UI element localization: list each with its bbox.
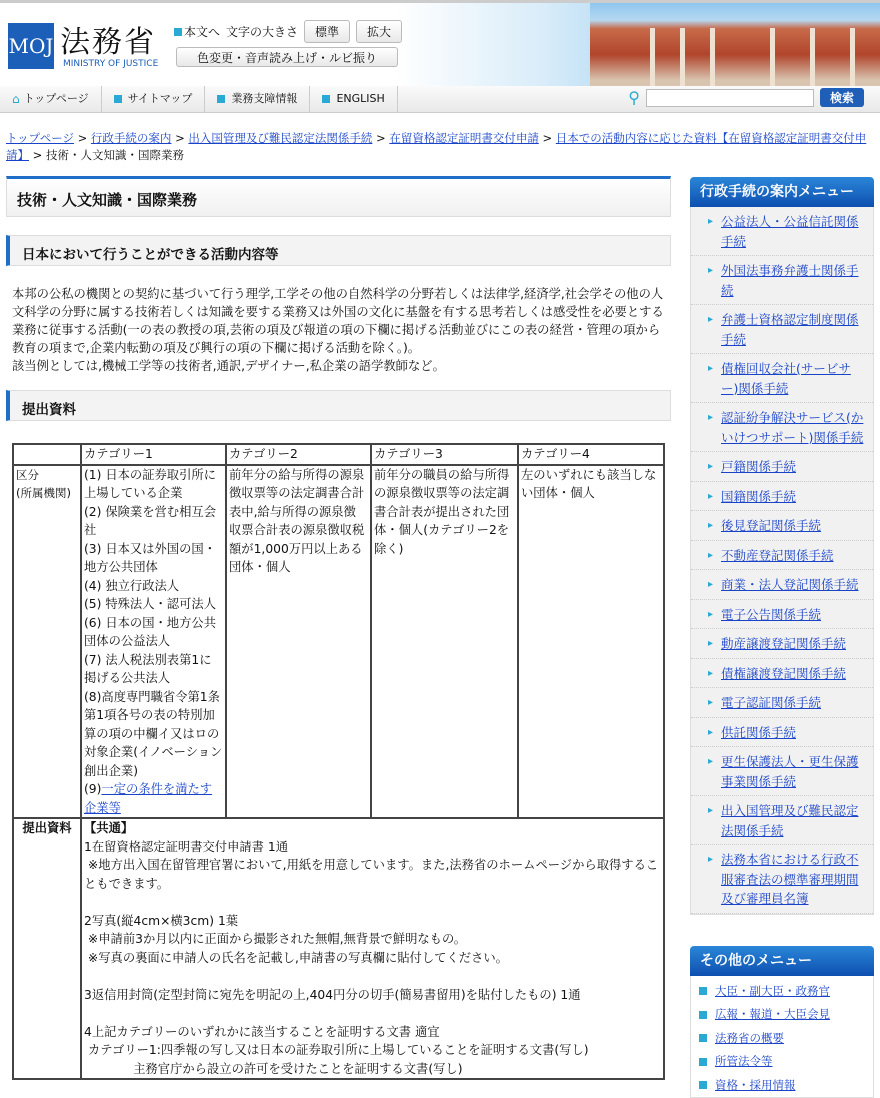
other-menu-item[interactable] [691,1050,873,1074]
category2-cell: 前年分の給与所得の源泉徴収票等の法定調書合計表中,給与所得の源泉徴収票合計表の源泉徴収税額が1,000万円以上ある団体・個人 [226,465,371,819]
search-input[interactable] [646,89,814,107]
breadcrumb-sep: > [78,131,88,145]
row-label: 区分 (所属機関) [13,465,81,819]
cat1-item: (1) 日本の証券取引所に上場している企業 [84,466,223,503]
accessibility-button[interactable]: 色変更・音声読み上げ・ルビ振り [176,47,398,67]
font-standard-button[interactable]: 標準 [304,20,350,43]
cat1-item: (7) 法人税法別表第1に掲げる公共法人 [84,651,223,688]
table-row [13,465,664,819]
header-cell: カテゴリー3 [371,444,518,465]
square-icon [114,95,122,103]
sidebar-link[interactable]: 弁護士資格認定制度関係手続 [721,312,859,347]
category3-cell: 前年分の職員の給与所得の源泉徴収票等の法定調書合計表が提出された団体・個人(カテゴリー2を除く) [371,465,518,819]
cat1-item [84,780,223,817]
breadcrumb [6,130,874,164]
document-line [84,893,661,912]
sidebar-item[interactable] [691,354,873,403]
square-icon [217,95,225,103]
square-icon [699,1058,707,1066]
other-menu-link[interactable]: 資格・採用情報 [715,1076,796,1096]
other-menu-item[interactable] [691,1003,873,1027]
document-line: 4上記カテゴリーのいずれかに該当することを証明する文書 適宜 [84,1023,661,1042]
header-cell: カテゴリー4 [518,444,664,465]
other-menu-item[interactable] [691,1074,873,1098]
sidebar-link[interactable]: 債権譲渡登記関係手続 [721,666,846,681]
other-menu-item[interactable] [691,1027,873,1051]
sidebar-item[interactable] [691,256,873,305]
nav-label: トップページ [24,86,89,112]
sidebar-item[interactable] [691,403,873,452]
sidebar-link[interactable]: 供託関係手続 [721,725,796,740]
breadcrumb-sep: > [175,131,185,145]
sidebar-link[interactable]: 公益法人・公益信託関係手続 [721,214,859,249]
search-area [628,88,864,107]
row-label: 提出資料 [13,818,81,1079]
sidebar-link[interactable]: 電子認証関係手続 [721,695,821,710]
square-icon [699,1081,707,1089]
square-icon [174,28,182,36]
sidebar-item[interactable] [691,600,873,630]
sidebar-link[interactable]: 電子公告関係手続 [721,607,821,622]
sidebar-item[interactable] [691,482,873,512]
nav-sitemap[interactable] [102,86,206,112]
breadcrumb-sep: > [33,148,43,162]
documents-table [12,443,665,1080]
sidebar-link[interactable]: 更生保護法人・更生保護事業関係手続 [721,754,859,789]
other-menu-link[interactable]: 法務省の概要 [715,1029,784,1049]
cat1-item: (2) 保険業を営む相互会社 [84,503,223,540]
sidebar-link[interactable]: 商業・法人登記関係手続 [721,577,859,592]
sidebar-link[interactable]: 国籍関係手続 [721,489,796,504]
document-line: 1在留資格認定証明書交付申請書 1通 [84,838,661,857]
site-header [0,0,880,86]
document-line: 3返信用封筒(定型封筒に宛先を明記の上,404円分の切手(簡易書留用)を貼付したもの) 1通 [84,986,661,1005]
document-line: ※地方出入国在留管理官署において,用紙を用意しています。また,法務省のホームページから取得することもできます。 [84,856,661,893]
sidebar-item[interactable] [691,305,873,354]
examples-text: 該当例としては,機械工学等の技術者,通訳,デザイナー,私企業の語学教師など。 [12,359,445,373]
site-title[interactable]: 法務省 [60,17,156,61]
breadcrumb-link[interactable]: トップページ [6,131,74,145]
cat1-item: (5) 特殊法人・認可法人 [84,595,223,614]
breadcrumb-current: 技術・人文知識・国際業務 [46,148,184,162]
table-header-row [13,444,664,465]
section-heading-activities: 日本において行うことができる活動内容等 [6,235,671,266]
sidebar-item[interactable] [691,845,873,914]
sidebar-menu-title: 行政手続の案内メニュー [690,177,874,207]
square-icon [322,95,330,103]
document-line: カテゴリー1:四季報の写し又は日本の証券取引所に上場していることを証明する文書(写し) [84,1041,661,1060]
breadcrumb-link[interactable]: 行政手続の案内 [91,131,172,145]
sidebar-item[interactable] [691,796,873,845]
sidebar-link[interactable]: 外国法事務弁護士関係手続 [721,263,859,298]
other-menu-item[interactable] [691,980,873,1004]
search-button[interactable]: 検索 [820,88,864,107]
nav-outage[interactable] [205,86,310,112]
nav-english[interactable] [310,86,397,112]
home-icon: ⌂ [12,86,20,112]
square-icon [699,987,707,995]
cat1-item: (4) 独立行政法人 [84,577,223,596]
square-icon [699,1011,707,1019]
sidebar-link[interactable]: 戸籍関係手続 [721,459,796,474]
sidebar-item[interactable] [691,747,873,796]
other-menu-title: その他のメニュー [690,946,874,976]
breadcrumb-sep: > [542,131,552,145]
nav-label: 業務支障情報 [231,86,297,112]
cat1-item: (3) 日本又は外国の国・地方公共団体 [84,540,223,577]
other-menu-link[interactable]: 広報・報道・大臣会見 [715,1005,830,1025]
sidebar-item[interactable] [691,629,873,659]
document-line [84,967,661,986]
site-title-en: MINISTRY OF JUSTICE [63,59,158,69]
square-icon [699,1034,707,1042]
nav-label: ENGLISH [336,86,384,112]
nav-label: サイトマップ [128,86,193,112]
document-line [84,1004,661,1023]
category4-cell: 左のいずれにも該当しない団体・個人 [518,465,664,819]
sidebar-item[interactable] [691,207,873,256]
font-size-label: 文字の大きさ [226,23,298,40]
nav-top[interactable] [0,86,102,112]
header-cell: カテゴリー1 [81,444,226,465]
building-image [590,3,880,89]
document-line: 主務官庁から設立の許可を受けたことを証明する文書(写し) [84,1060,661,1079]
cat1-item: (8)高度専門職省令第1条第1項各号の表の特別加算の項の中欄イ又はロの対象企業(イノベーション創出企業) [84,688,223,781]
moj-logo[interactable]: MOJ [8,23,54,69]
header-cell [13,444,81,465]
font-large-button[interactable]: 拡大 [356,20,402,43]
document-line: ※申請前3か月以内に正面から撮影された無帽,無背景で鮮明なもの。 [84,930,661,949]
other-menu-link[interactable]: 所管法令等 [715,1052,773,1072]
breadcrumb-link[interactable]: 在留資格認定証明書交付申請 [389,131,539,145]
sidebar-item[interactable] [691,511,873,541]
main-content [6,176,671,421]
cat1-item: (6) 日本の国・地方公共団体の公益法人 [84,614,223,651]
section-heading-documents: 提出資料 [6,390,671,421]
sidebar-link[interactable]: 出入国管理及び難民認定法関係手続 [721,803,859,838]
table-row [13,818,664,1079]
sidebar-item[interactable] [691,570,873,600]
page-title: 技術・人文知識・国際業務 [6,176,671,217]
header-cell: カテゴリー2 [226,444,371,465]
other-menu-list [690,976,874,1098]
sidebar-link[interactable]: 動産譲渡登記関係手続 [721,636,846,651]
sidebar-link[interactable]: 法務本省における行政不服審査法の標準審理期間及び審理員名簿 [721,852,859,906]
documents-cell [81,818,664,1079]
sidebar-link[interactable]: 後見登記関係手続 [721,518,821,533]
sidebar-item[interactable] [691,452,873,482]
sidebar-item[interactable] [691,659,873,689]
cat1-prefix: (9) [84,782,101,796]
sidebar-link[interactable]: 不動産登記関係手続 [721,548,834,563]
sidebar [690,177,874,1098]
sidebar-link[interactable]: 認証紛争解決サービス(かいけつサポート)関係手続 [721,410,863,445]
sidebar-item[interactable] [691,541,873,571]
search-icon: ⚲ [628,88,640,107]
breadcrumb-sep: > [376,131,386,145]
sidebar-link[interactable]: 債権回収会社(サービサー)関係手続 [721,361,851,396]
document-line: 【共通】 [84,819,661,838]
document-line: 2写真(縦4cm×横3cm) 1葉 [84,912,661,931]
sidebar-menu-list [690,207,874,915]
category1-cell [81,465,226,819]
document-line: ※写真の裏面に申請人の氏名を記載し,申請書の写真欄に貼付してください。 [84,949,661,968]
skip-label: 本文へ [184,25,220,39]
conditions-link[interactable]: 一定の条件を満たす企業等 [84,782,212,815]
other-menu-link[interactable]: 大臣・副大臣・政務官 [715,982,830,1002]
skip-to-content-link[interactable] [174,23,220,40]
description-text: 本邦の公私の機関との契約に基づいて行う理学,工学その他の自然科学の分野若しくは法律学,経済学,社会学その他の人文科学の分野に属する技術若しくは知識を要する業務又は外国の文化に基盤を有する思考若しくは感受性を必要とする業務に従事する活動(一の表の教授の項,芸術の項及び報道の項の下欄に掲げる活動並びにこの表の経営・管理の項から教育の項まで,企業内転勤の項及び興行の項の下欄に掲げる活動を除く。)。 [12,287,664,355]
sidebar-item[interactable] [691,688,873,718]
breadcrumb-link[interactable]: 日本での活動内容に応じた資料【在留資格認定証明書交付申請】 [6,131,866,162]
activity-description [12,285,671,375]
sidebar-item[interactable] [691,718,873,748]
breadcrumb-link[interactable]: 出入国管理及び難民認定法関係手続 [188,131,372,145]
